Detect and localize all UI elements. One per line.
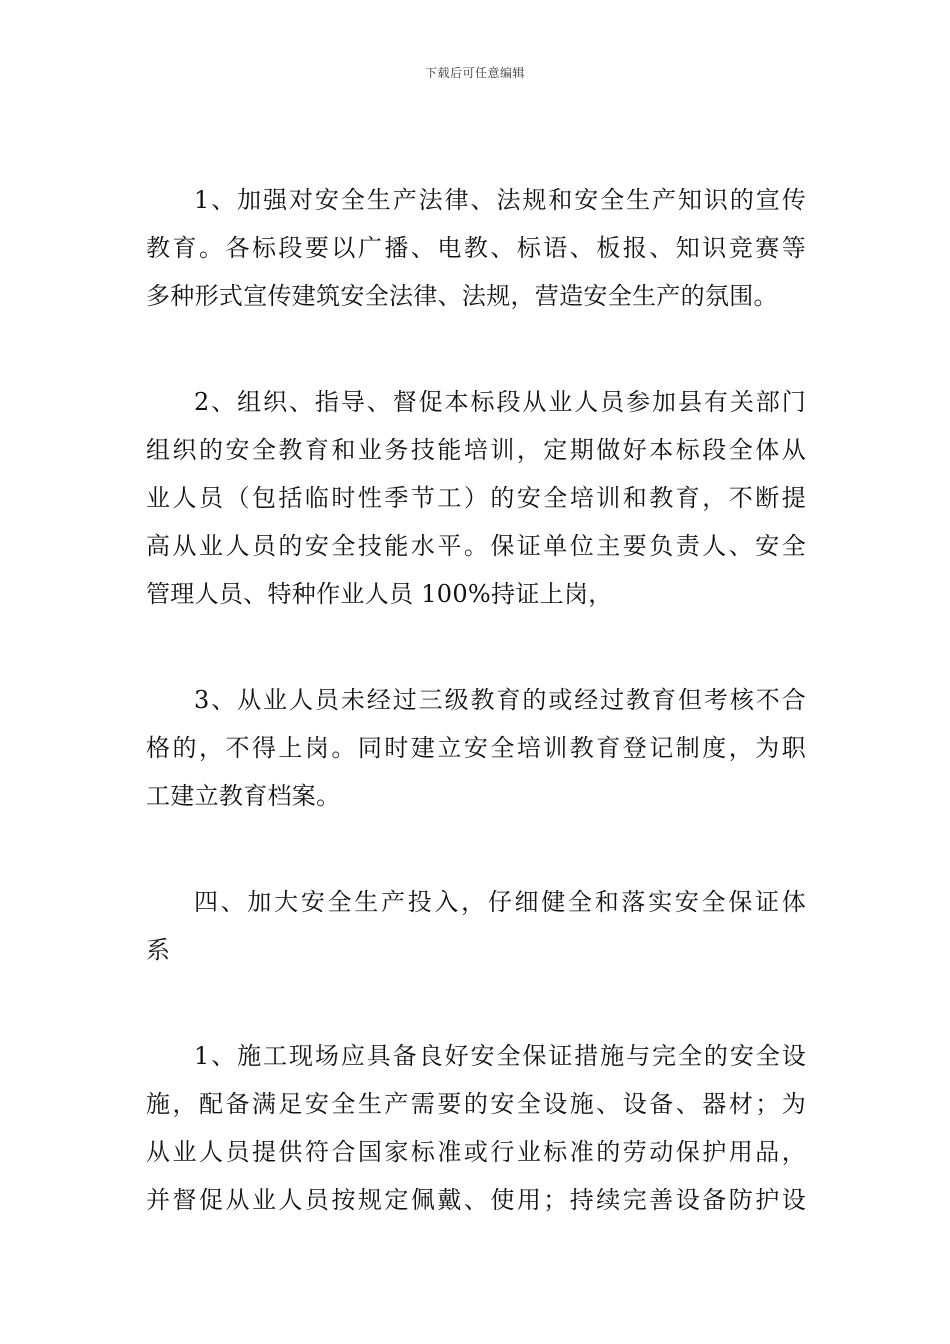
paragraph-line: 教育。各标段要以广播、电教、标语、板报、知识竞赛等 (146, 234, 806, 262)
paragraph-line: 管理人员、特种作业人员 100%持证上岗， (146, 580, 613, 608)
section-heading-line: 四、加大安全生产投入，仔细健全和落实安全保证体 (194, 888, 806, 916)
paragraph-line: 高从业人员的安全技能水平。保证单位主要负责人、安全 (146, 532, 806, 560)
paragraph-line: 2、组织、指导、督促本标段从业人员参加县有关部门 (194, 388, 806, 416)
paragraph-3 (146, 676, 806, 820)
paragraph-line: 3、从业人员未经过三级教育的或经过教育但考核不合 (194, 686, 806, 714)
document-body (146, 176, 806, 1224)
paragraph-2 (146, 378, 806, 618)
paragraph-line: 1、施工现场应具备良好安全保证措施与完全的安全设 (194, 1042, 806, 1070)
paragraph-5 (146, 1032, 806, 1224)
paragraph-line: 施，配备满足安全生产需要的安全设施、设备、器材；为 (146, 1090, 806, 1118)
paragraph-line: 并督促从业人员按规定佩戴、使用；持续完善设备防护设 (146, 1186, 806, 1214)
paragraph-line: 多种形式宣传建筑安全法律、法规，营造安全生产的氛围。 (146, 282, 778, 310)
paragraph-line: 从业人员提供符合国家标准或行业标准的劳动保护用品， (146, 1138, 806, 1166)
page-header: 下载后可任意编辑 (424, 66, 525, 80)
paragraph-line: 1、加强对安全生产法律、法规和安全生产知识的宣传 (194, 186, 806, 214)
paragraph-line: 业人员（包括临时性季节工）的安全培训和教育，不断提 (146, 484, 806, 512)
section-heading-4 (146, 878, 806, 974)
paragraph-1 (146, 176, 806, 320)
paragraph-line: 工建立教育档案。 (146, 782, 341, 810)
section-heading-line: 系 (146, 936, 171, 964)
paragraph-line: 组织的安全教育和业务技能培训，定期做好本标段全体从 (146, 436, 806, 464)
paragraph-line: 格的，不得上岗。同时建立安全培训教育登记制度，为职 (146, 734, 806, 762)
